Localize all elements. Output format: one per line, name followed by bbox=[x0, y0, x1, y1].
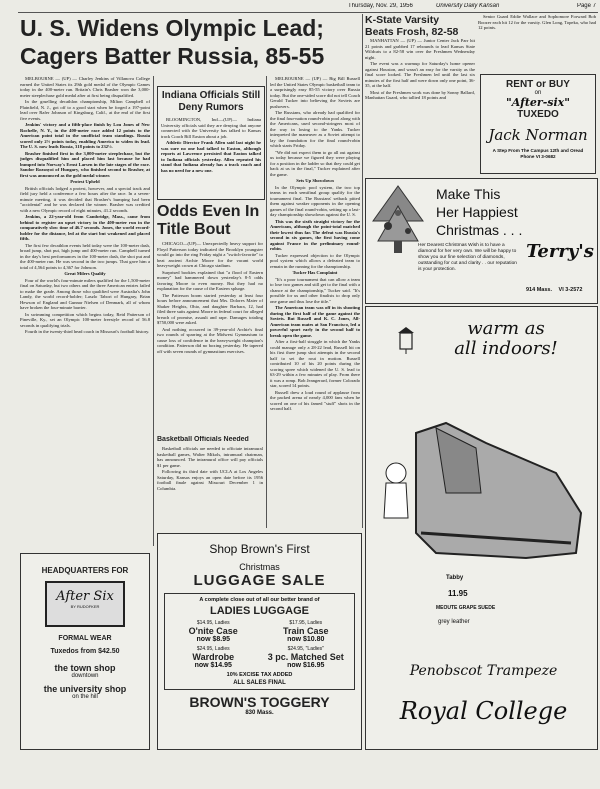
luggage-item bbox=[260, 620, 353, 643]
browns-final: ALL SALES FINAL bbox=[233, 680, 286, 686]
lead-para: The first few decathlon events held today were the 100-meter dash, broad jump, shot put, high jump and 400-meter run. Campbell turned in the day's best performances in the 100-meter dash, the shot put and the 400-meter run. He was second in the two jumps. That gave him a total of 4,564 points to 4,367 for Johnson. bbox=[20, 242, 150, 270]
lead-para: Fourth in the twenty-third head coach in Missouri's football history. bbox=[25, 329, 150, 334]
lead-para: "It's a poor tournament that can allow a team to lose two games and still get to the final with a chance at the championship," Tucker said. "It's possible for us and other finalists to drop only one game and thus lose the title." bbox=[270, 276, 360, 304]
browns-addr: 830 Mass. bbox=[245, 710, 274, 716]
lead-para: British officials lodged a protest, however, and a special track and field jury held a conference a few hours after the race. In a seven-minute meeting, it was decided that Brasher's bumping had been "accidental" and he was declared the winner. Brasher was credited with a new Olympic record of eight minutes, 41.2 seconds. bbox=[20, 185, 150, 213]
terrys-addr: 914 Mass. bbox=[526, 287, 552, 293]
lead-para: This was the sixth straight victory for the Americans, although the point-total matched their lowest thus far. The defeat was Russia's second in six games, the first having come against France in the preliminary round-robin. bbox=[270, 218, 360, 251]
royal-slogan-line1: warm as bbox=[467, 318, 545, 339]
lead-para: The American team was off in its shooting during the first half of the game against the Soviets. But Russell and K. C. Jones, All-American team mates at San Francisco, led a powerful spurt early in the second half to break open the game. bbox=[270, 305, 360, 338]
browns-toggery-ad bbox=[157, 533, 362, 750]
indiana-para: BLOOMINGTON, Ind.—(UP)— Indiana University officials said they are denying that anyone connected with the University has talked to Kansas track Coach Bill Easton about a job. bbox=[161, 117, 261, 139]
terrys-address bbox=[526, 287, 594, 293]
terrys-phone: VI 3-2572 bbox=[558, 287, 583, 293]
terrys-line1: Make This bbox=[436, 186, 501, 202]
browns-ladies: LADIES LUGGAGE bbox=[209, 605, 309, 617]
after-six-ad bbox=[20, 553, 150, 750]
kstate-para: MANHATTAN — (UP) — Junior Center Jack Parr hit 21 points and grabbed 17 rebounds to lead Kansas State Wildcats to a 82-58 win over the Freshmen Wednesday night. bbox=[365, 38, 475, 60]
shoe-price: 11.95 bbox=[448, 589, 468, 598]
luggage-name: Train Case bbox=[282, 626, 329, 636]
rent-tuxedo-ad bbox=[480, 74, 596, 174]
lantern-icon bbox=[396, 325, 416, 355]
lead-column-3 bbox=[270, 76, 360, 528]
shoe-color: grey leather bbox=[438, 619, 470, 625]
subhead: Tucker Has Complaint bbox=[292, 270, 338, 275]
intramural-headline: Basketball Officials Needed bbox=[157, 436, 249, 443]
royal-slogan-line2: all indoors! bbox=[454, 338, 558, 359]
shoe-material: MEOUTE GRAPE SUEDE bbox=[436, 605, 496, 611]
luggage-name: Wardrobe bbox=[192, 652, 235, 662]
luggage-name: O'nite Case bbox=[188, 626, 238, 636]
lead-para: Russell drew a loud round of applause from the packed arena of nearly 4,000 fans when he scored on one of his famed "stuff" shots in the second half. bbox=[270, 389, 360, 411]
luggage-was: $24.95, "Ladies" bbox=[287, 646, 324, 652]
subhead: Protest Upheld bbox=[70, 179, 100, 184]
lead-para: Four of the world's four-minute milers qualified for the 1,500-meter final on Saturday, but two others and the three American entries failed to make the grade. Among those who qualified were Australia's John Landy, the world record-holder; Laszlo Tabori of Hungary, Brian Hewson of England and Gunnar Nielsen of Denmark, all of whom have broken the four-minute barrier. bbox=[20, 277, 150, 310]
terrys-line3: Christmas . . . bbox=[436, 222, 523, 238]
lead-para: In the gruelling decathlon championship, Milton Campbell of Plainfield, N. J., got off to a good start when he forged a 197-point lead over Rafer Johnson of Kingsburg, Calif., at the end of the first five events. bbox=[20, 99, 150, 121]
hq-title: HEADQUARTERS FOR bbox=[41, 566, 129, 575]
luggage-item bbox=[167, 646, 260, 669]
royal-brand2: Royal College bbox=[399, 697, 568, 725]
terrys-brand: Terry's bbox=[526, 241, 594, 262]
kstate-headline-line2: Beats Frosh, 82-58 bbox=[365, 26, 459, 38]
after-six-brand-sub: BY RUDOFKER bbox=[70, 604, 100, 609]
hq-shop2: the university shop bbox=[43, 684, 127, 694]
lead-headline bbox=[20, 14, 358, 74]
odds-para: And nothing occurred in 39-year-old Archie's final two rounds of sparring at the Midwest Gymnasium to cause loss of confidence in the heavyweight champion's condition. Patterson did no boxing yesterday. He tapered off with seven rounds of gymnastium exercises. bbox=[157, 326, 263, 354]
royal-college-ad bbox=[365, 306, 598, 750]
rent-ad-line3: "After-six" bbox=[506, 96, 570, 109]
masthead bbox=[348, 3, 598, 12]
subhead: Great Milers Qualify bbox=[64, 271, 106, 276]
lead-headline-line2: Cagers Batter Russia, 85-55 bbox=[20, 43, 325, 69]
rent-ad-line2: on bbox=[534, 90, 542, 96]
luggage-item bbox=[167, 620, 260, 643]
luggage-was: $17.95, Ladies bbox=[289, 620, 323, 626]
lead-para: The Russians, who already had qualified for the final four-nation round-robin pool along with the Americans, used second-stringers most of the way in losing to the Yanks. Tucker interpreted the maneuver as a Soviet attempt to lay the foundation for the final round-robin which starts Friday. bbox=[270, 110, 360, 148]
subhead: Sets Up Showdown bbox=[296, 178, 334, 183]
luggage-was: $14.95, Ladies bbox=[196, 620, 230, 626]
hq-shop1-sub: downtown bbox=[71, 673, 99, 679]
indiana-headline: Indiana Officials Still Deny Rumors bbox=[161, 90, 261, 113]
boot-illustration-icon bbox=[376, 403, 591, 573]
column-rule bbox=[266, 76, 267, 528]
kstate-para: Most of the Freshmen work was done by Sonny Ballard, Manhattan Guard, who tallied 18 points and bbox=[365, 89, 475, 100]
rent-ad-line4: TUXEDO bbox=[517, 109, 559, 120]
luggage-now: now $8.95 bbox=[196, 636, 230, 643]
hq-shop1: the town shop bbox=[54, 663, 116, 673]
browns-intro: A complete close out of all our better brand of bbox=[199, 597, 320, 603]
luggage-name: 3 pc. Matched Set bbox=[267, 652, 344, 662]
lead-para: In the Olympic pool system, the two top teams in each semifinal group qualify for the tournament final. The Russians' setback pitted them against weaker opponents in the opening games of the final round-robin, setting up a last-day championship showdown against the U. S. bbox=[270, 184, 360, 217]
hq-line2: Tuxedos from $42.50 bbox=[50, 648, 120, 655]
lead-para: MELBOURNE — (UP) — Charley Jenkins of Villanova College earned the United States its 29th gold medal of the Olympic Games today in the 400-meter run. Britain's Chris Brasher won the 3,000-meter steeplechase gold medal after at first being disqualified. bbox=[20, 76, 150, 98]
lead-para: After a first-half struggle in which the Yanks could manage only a 28-22 lead, Russell hit on his first three jump shot attempts in the second half to set the rout in motion. Russell contributed 10 of his 20 points during the scoring spree which widened the U. S. lead to 63-29 within a few minutes of play. From there it was a romp. Bob Jeangerard, former Colorado star, scored 14 points. bbox=[270, 339, 360, 388]
luggage-was: $24.95, Ladies bbox=[196, 646, 230, 652]
browns-tax: 10% EXCISE TAX ADDED bbox=[226, 672, 293, 678]
lead-column-1 bbox=[20, 76, 150, 548]
lead-para: Tucker expressed objection to the Olympic pool system which allows a defeated team to remain in the running for the championship. bbox=[270, 252, 360, 269]
masthead-page: Page 7 bbox=[576, 3, 596, 9]
kstate-column-2 bbox=[478, 14, 596, 40]
kstate-para: Senior Guard Eddie Wallace and Sophomore Forward Bob Boozer each hit 12 for the varsity. Glen Long, Topeka, who had 12 points. bbox=[478, 14, 596, 30]
lead-para: MELBOURNE — (UP) — Big Bill Russell led the United States Olympic basketball team to a surprisingly easy 85-55 victory over Russia today. But the one-sided score did not tell Coach Gerald Tucker into believing the Soviets are pushovers. bbox=[270, 76, 360, 109]
intramural-para: Following its third date with UCLA at Los Angeles Saturday, Kansas enjoys an open date before its 1956 football finale against Missouri December 1 in Columbia. bbox=[157, 469, 263, 491]
luggage-item bbox=[260, 646, 353, 669]
intramural-story bbox=[157, 436, 263, 528]
odds-para: Surprised bookies explained that "a flood of Eastern money" had hammered down yesterday's 8-5 odds favoring Moore to even money. But they had no explanation for the cause of the Eastern splurge. bbox=[157, 269, 263, 291]
lead-para: Jenkins' victory and a fifth-place finish by Lou Jones of New Rochelle, N. Y., in the 400-meter race added 12 points to the American point total in the unofficial team standings. Russia scored only 2½ points today, enabling America to widen its lead. The U. S. now leads Russia, 318 points to 232½. bbox=[20, 122, 150, 149]
lead-para: "We did not expect them to go all out against us today because we figured they were playing for a position in the ladder so that they could get back at us in the final," Tucker explained after the game. bbox=[270, 149, 360, 177]
odds-para: The Patterson boom started yesterday at least four hours before announcement that Mrs. Dolores Maier of Shaker Heights, Ohio, and daughter Barbara, 12, had filed three suits against Moore in federal court for alleged breach of promise, assault and rape. Damages totaling $750,000 were asked. bbox=[157, 292, 263, 325]
lead-para: Jenkins, a 22-year-old from Cambridge, Mass., came from behind to register an upset victory in the 400-meter run in the comparatively slow time of 46.7 seconds. Jones, the world record-holder for the distance, led at the start but weakened and placed fifth. bbox=[20, 214, 150, 241]
kstate-para: The event was a warmup for Saturday's home opener against Houston, and wasn't an easy for the varsity as the final score looked. The Freshmen led until the last six minutes of the first half and were down only one point, 36-35, at the half. bbox=[365, 61, 475, 88]
lead-para: Brasher finished first in the 3,000-meter steeplechase, but the judges disqualified him and placed him last because he had bumped into Norway's Ernst Larsen in the late stages of the race. Sandor Rozsnyoi of Hungary, who finished second to Brasher, at first was announced as the gold medal winner. bbox=[20, 150, 150, 178]
rent-ad-line1: RENT or BUY bbox=[506, 79, 570, 90]
after-six-logo bbox=[45, 581, 125, 627]
column-rule bbox=[362, 14, 363, 528]
browns-store: BROWN'S TOGGERY bbox=[189, 694, 330, 710]
kstate-headline-line1: K-State Varsity bbox=[365, 14, 440, 26]
lead-headline-line1: U. S. Widens Olympic Lead; bbox=[20, 15, 324, 41]
odds-story bbox=[157, 203, 263, 433]
royal-brand1: Penobscot Trampeze bbox=[409, 663, 558, 679]
luggage-now: now $14.95 bbox=[194, 662, 232, 669]
intramural-para: Basketball officials are needed to officiate intramural basketball games, Walter Mikols, intramural chairman, has announced. The intramural office will pay officials $1 per game. bbox=[157, 446, 263, 468]
hq-line1: FORMAL WEAR bbox=[58, 635, 112, 642]
lead-para: In swimming competition which begins today, Reid Patterson of Pineville, Ky., set an Olympic 100-meter freestyle record of 56.8 seconds in qualifying trials. bbox=[20, 311, 150, 328]
terrys-headline bbox=[436, 185, 591, 239]
column-rule bbox=[153, 76, 154, 546]
masthead-rule bbox=[18, 12, 598, 13]
odds-headline: Odds Even In Title Bout bbox=[157, 203, 260, 238]
terrys-body: Her Dearest Christmas Wish is to have a diamond for her very own. We will be happy to show you our fine selection of diamonds, outstanding for cut and clarity . . our reputation is your protection. bbox=[418, 243, 517, 272]
rent-ad-name: Jack Norman bbox=[488, 126, 588, 144]
indiana-story bbox=[157, 86, 265, 200]
rent-ad-addr: A Step From The Campus 12th and Oread Phone VI 3-0682 bbox=[492, 148, 584, 159]
browns-inner-box bbox=[164, 593, 355, 690]
browns-christmas: Christmas bbox=[239, 562, 280, 572]
shoe-name: Tabby bbox=[446, 575, 464, 581]
kstate-story bbox=[365, 14, 475, 174]
terrys-line2: Her Happiest bbox=[436, 204, 518, 220]
luggage-now: now $16.95 bbox=[287, 662, 325, 669]
kstate-headline bbox=[365, 14, 475, 38]
masthead-date: Thursday, Nov. 29, 1956 bbox=[348, 3, 413, 9]
masthead-paper: University Daily Kansan bbox=[436, 3, 500, 9]
indiana-para: Athletic Director Frank Allen said last night he was sure no one had talked to Easton, although reports at Lawrence persisted that Easton talked to Indiana officials yesterday. Allen repeated his stand that Indiana already has a track coach and has no need for a new one. bbox=[161, 140, 261, 173]
after-six-brand: After Six bbox=[56, 589, 114, 604]
luggage-now: now $10.80 bbox=[287, 636, 325, 643]
hq-shop2-sub: on the hill bbox=[72, 694, 98, 700]
browns-shop: Shop Brown's First bbox=[209, 542, 310, 556]
browns-sale: LUGGAGE SALE bbox=[193, 572, 326, 589]
odds-para: CHICAGO—(UP)— Unexpectedly heavy support for Floyd Patterson today indicated the Brooklyn youngster would go into the ring Friday night a "switch-favorite" to beat ancient Archie Moore for the vacant world heavyweight crown at Chicago stadium. bbox=[157, 241, 263, 268]
terrys-ad bbox=[365, 178, 598, 304]
royal-slogan bbox=[426, 319, 586, 359]
